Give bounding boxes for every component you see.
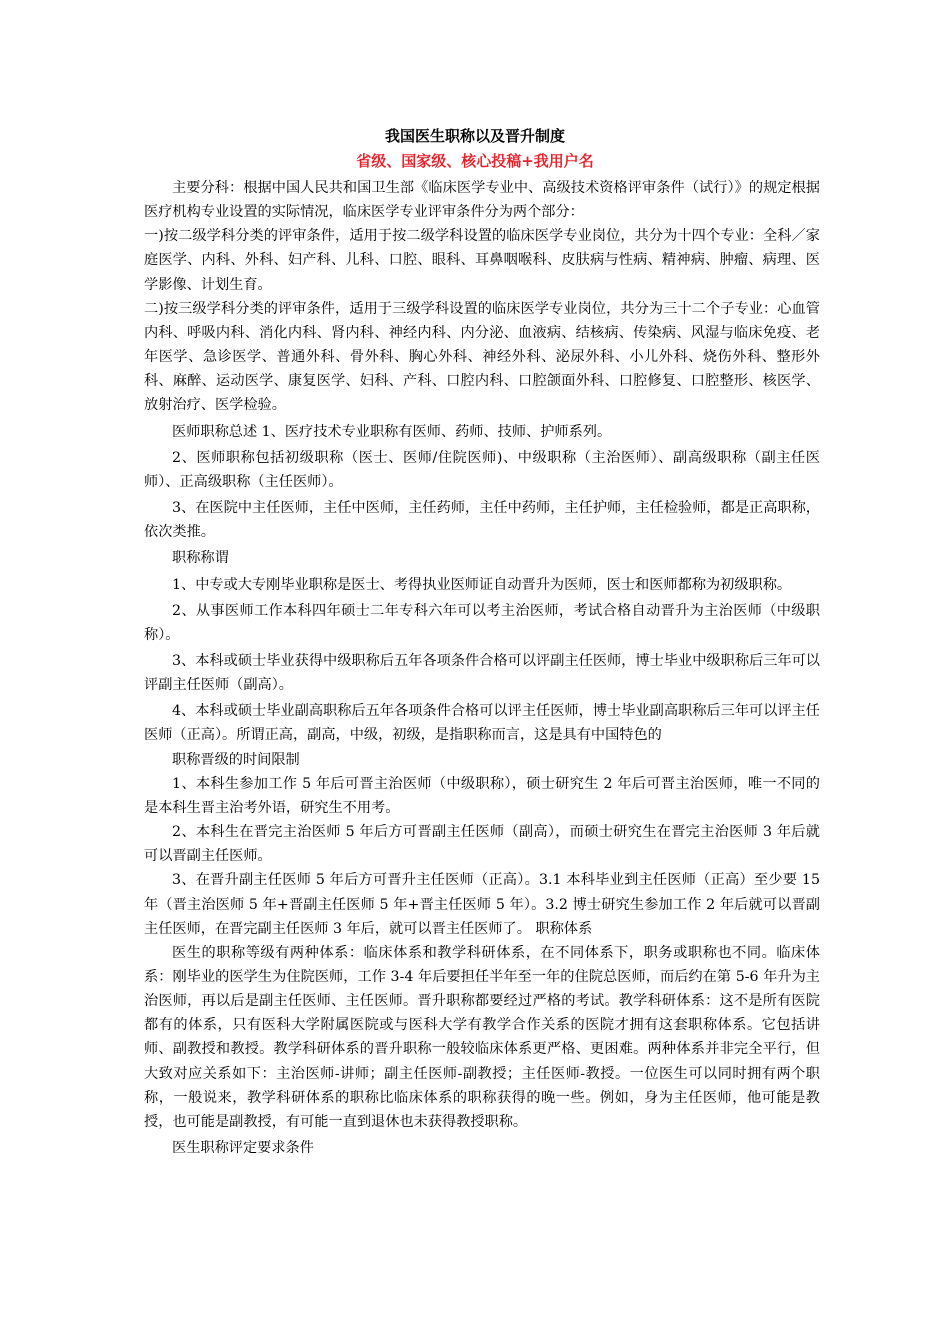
paragraph-time-2: 2、本科生在晋完主治医师 5 年后方可晋副主任医师（副高），而硕士研究生在晋完主治医师 3 年后就可以晋副主任医师。 xyxy=(144,824,820,865)
paragraph-time-1: 1、本科生参加工作 5 年后可晋主治医师（中级职称），硕士研究生 2 年后可晋主治医师，唯一不同的是本科生晋主治考外语，研究生不用考。 xyxy=(144,775,820,816)
document-subtitle: 省级、国家级、核心投稿+我用户名 xyxy=(356,152,594,170)
paragraph-titles-1: 1、中专或大专刚毕业职称是医士、考得执业医师证自动晋升为医师，医士和医师都称为初级职称。 xyxy=(172,576,792,593)
paragraph-overview-1: 医师职称总述 1、医疗技术专业职称有医师、药师、技师、护师系列。 xyxy=(172,423,612,440)
paragraph-level2: 一)按二级学科分类的评审条件，适用于按二级学科设置的临床医学专业岗位，共分为十四个专业：全科／家庭医学、内科、外科、妇产科、儿科、口腔、眼科、耳鼻咽喉科、皮肤病与性病、精神病、肿瘤、病理、医学影像、计划生育。 xyxy=(144,228,820,293)
paragraph-systems: 医生的职称等级有两种体系：临床体系和教学科研体系，在不同体系下，职务或职称也不同。临床体系：刚毕业的医学生为住院医师，工作 3-4 年后要担任半年至一年的住院总医师，而后约在第 5-6 年升为主治医师，再以后是副主任医师、主任医师。晋升职称都要经过严格的考试。教学科研体系：这不是所有医院都有的体系，只有医科大学附属医院或与医科大学有教学合作关系的医院才拥有这套职称体系。它包括讲师、副教授和教授。教学科研体系的晋升职称一般较临床体系更严格、更困难。两种体系并非完全平行，但大致对应关系如下：主治医师-讲师；副主任医师-副教授；主任医师-教授。一位医生可以同时拥有两个职称，一般说来，教学科研体系的职称比临床体系的职称获得的晚一些。例如，身为主任医师，他可能是教授，也可能是副教授，有可能一直到退休也未获得教授职称。 xyxy=(144,944,820,1130)
paragraph-titles-4: 4、本科或硕士毕业副高职称后五年各项条件合格可以评主任医师，博士毕业副高职称后三年可以评主任医师（正高）。所谓正高，副高，中级，初级，是指职称而言，这是具有中国特色的 xyxy=(144,703,820,744)
paragraph-titles-3: 3、本科或硕士毕业获得中级职称后五年各项条件合格可以评副主任医师，博士毕业中级职称后三年可以评副主任医师（副高）。 xyxy=(144,652,820,694)
paragraph-time-3: 3、在晋升副主任医师 5 年后方可晋升主任医师（正高）。3.1 本科毕业到主任医师（正高）至少要 15 年（晋主治医师 5 年+晋副主任医师 5 年+晋主任医师 5 年）。3.2 博士研究生参加工作 2 年后就可以晋副主任医师，在晋完副主任医师 3 年后，就可以晋主任医师了。 职称体系 xyxy=(144,872,820,937)
section-heading-requirements: 医生职称评定要求条件 xyxy=(172,1140,314,1157)
document-title: 我国医生职称以及晋升制度 xyxy=(384,127,565,145)
section-heading-time-limits: 职称晋级的时间限制 xyxy=(172,751,300,768)
document-body xyxy=(144,176,820,1160)
paragraph-overview-3: 3、在医院中主任医师，主任中医师，主任药师，主任中药师，主任护师，主任检验师，都是正高职称，依次类推。 xyxy=(144,500,820,541)
paragraph-level3: 二)按三级学科分类的评审条件，适用于三级学科设置的临床医学专业岗位，共分为三十二个子专业：心血管内科、呼吸内科、消化内科、肾内科、神经内科、内分泌、血液病、结核病、传染病、风湿与临床免疫、老年医学、急诊医学、普通外科、骨外科、胸心外科、神经外科、泌尿外科、小儿外科、烧伤外科、整形外科、麻醉、运动医学、康复医学、妇科、产科、口腔内科、口腔颌面外科、口腔修复、口腔整形、核医学、放射治疗、医学检验。 xyxy=(144,300,820,414)
section-heading-titles: 职称称谓 xyxy=(172,550,229,567)
paragraph-intro: 主要分科：根据中国人民共和国卫生部《临床医学专业中、高级技术资格评审条件（试行）》的规定根据医疗机构专业设置的实际情况，临床医学专业评审条件分为两个部分： xyxy=(144,180,820,221)
paragraph-overview-2: 2、医师职称包括初级职称（医士、医师/住院医师)、中级职称（主治医师）、副高级职称（副主任医师）、正高级职称（主任医师）。 xyxy=(144,449,820,490)
paragraph-titles-2: 2、从事医师工作本科四年硕士二年专科六年可以考主治医师，考试合格自动晋升为主治医师（中级职称）。 xyxy=(144,602,820,643)
